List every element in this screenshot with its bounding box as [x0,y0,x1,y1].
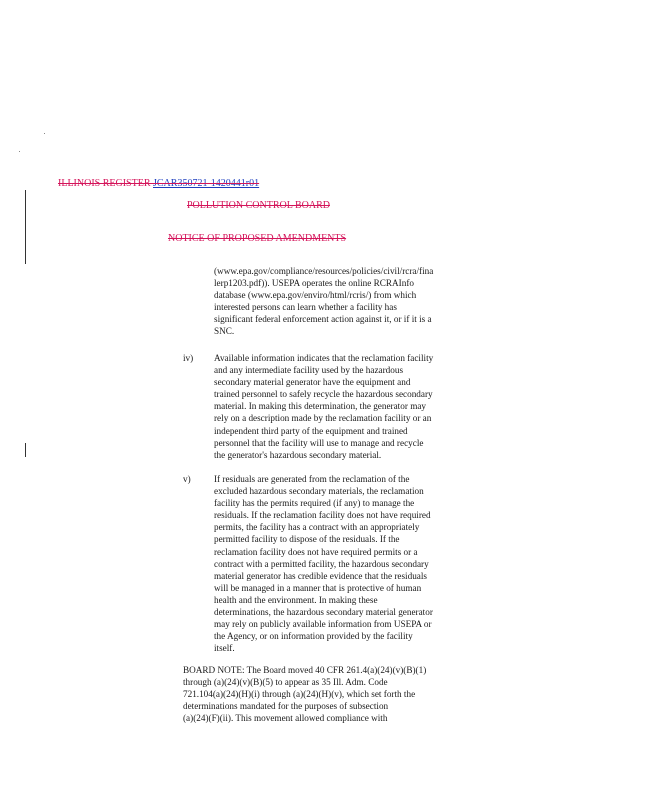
text-line: significant federal enforcement action against it, or if it is a [214,314,432,325]
scan-speck [44,133,45,134]
register-title: ILLINOIS REGISTER [58,178,151,189]
board-name: POLLUTION CONTROL BOARD [187,200,330,211]
notice-title: NOTICE OF PROPOSED AMENDMENTS [168,233,347,244]
text-line: the generator's hazardous secondary material. [214,449,382,460]
text-line: lerp1203.pdf)). USEPA operates the online RCRAInfo [214,278,414,289]
text-line: determinations mandated for the purposes of subsection [183,701,389,712]
item-v-text [214,473,466,654]
text-line: database (www.epa.gov/enviro/html/rcris/) from which [214,290,417,301]
item-label-iv: iv) [183,353,194,363]
change-bar [25,443,26,457]
text-line: through (a)(24)(v)(B)(5) to appear as 35 Ill. Adm. Code [183,677,388,688]
text-line: will be managed in a manner that is protective of human [214,582,422,593]
text-line: If residuals are generated from the reclamation of the [214,474,410,484]
text-line: may rely on publicly available information from USEPA or [214,619,432,630]
text-line: secondary material generator have the equipment and [214,377,411,388]
scan-speck [19,151,20,152]
text-line: and any intermediate facility used by the hazardous [214,365,404,376]
text-line: permits, the facility has a contract with an appropriately [214,522,420,533]
text-line: BOARD NOTE: The Board moved 40 CFR 261.4(a)(24)(v)(B)(1) [183,665,427,675]
change-bar [25,190,26,264]
continuation-paragraph [214,265,466,338]
text-line: Available information indicates that the reclamation facility [214,353,434,363]
item-iv-text [214,352,466,461]
text-line: interested persons can learn whether a facility has [214,302,397,313]
text-line: SNC. [214,326,235,337]
text-line: material. In making this determination, the generator may [214,401,427,412]
register-header [58,178,259,189]
item-label-v: v) [183,474,191,484]
text-line: 721.104(a)(24)(H)(i) through (a)(24)(H)(v), which set forth the [183,689,416,700]
text-line: the Agency, or on information provided by the facility [214,631,413,642]
text-line: (www.epa.gov/compliance/resources/policies/civil/rcra/fina [214,266,434,276]
text-line: rely on a description made by the reclamation facility or an [214,413,432,424]
text-line: material generator has credible evidence that the residuals [214,570,427,581]
text-line: determinations, the hazardous secondary material generator [214,607,433,618]
text-line: trained personnel to safely recycle the hazardous secondary [214,389,433,400]
text-line: (a)(24)(F)(ii). This movement allowed compliance with [183,713,388,724]
text-line: reclamation facility does not have required permits or a [214,546,418,557]
text-line: facility has the permits required (if any) to manage the [214,498,415,509]
board-note [183,664,465,724]
text-line: personnel that the facility will use to manage and recycle [214,437,424,448]
jcar-code: JCAR350721-1420441r01 [153,178,260,189]
text-line: contract with a permitted facility, the hazardous secondary [214,558,429,569]
text-line: residuals. If the reclamation facility does not have required [214,510,431,521]
text-line: itself. [214,643,235,654]
text-line: health and the environment. In making these [214,594,378,605]
text-line: excluded hazardous secondary materials, the reclamation [214,486,424,497]
text-line: permitted facility to dispose of the residuals. If the [214,534,400,545]
text-line: independent third party of the equipment and trained [214,425,408,436]
